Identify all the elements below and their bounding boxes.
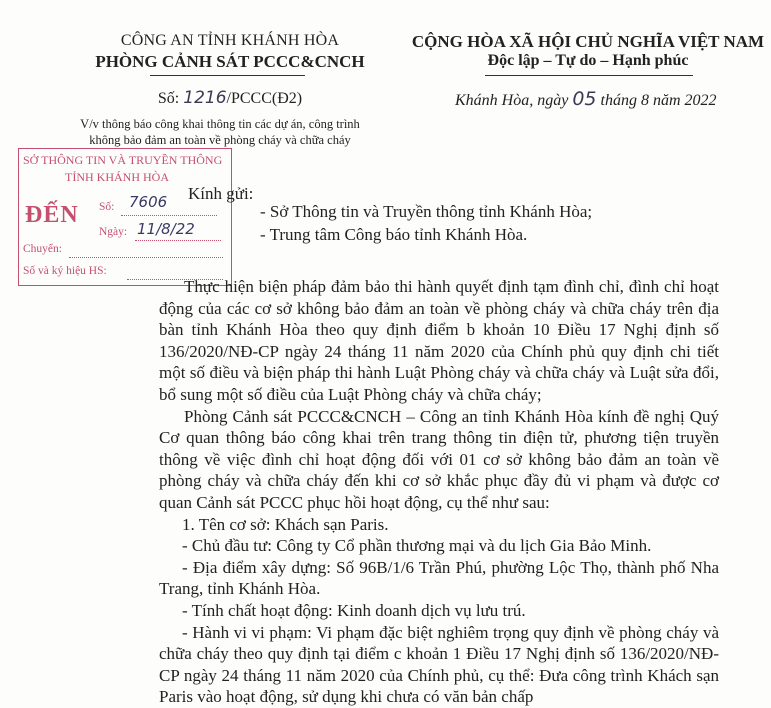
national-motto: Độc lập – Tự do – Hạnh phúc	[487, 52, 689, 69]
facility-investor: - Chủ đầu tư: Công ty Cổ phần thương mại và du lịch Gia Bảo Minh.	[182, 536, 652, 556]
issuing-authority: CÔNG AN TỈNH KHÁNH HÒA	[120, 32, 340, 49]
received-stamp	[18, 148, 232, 286]
header-divider-right	[485, 75, 693, 76]
stamp-so-line	[121, 215, 217, 216]
document-number	[120, 88, 340, 108]
date-suffix: tháng 8 năm 2022	[596, 92, 717, 109]
subject-line-1: V/v thông báo công khai thông tin các dự án, công trình	[80, 117, 360, 131]
stamp-agency: SỞ THÔNG TIN VÀ TRUYỀN THÔNG	[23, 153, 223, 167]
body-paragraph: Thực hiện biện pháp đảm bảo thi hành quyết định tạm đình chỉ, đình chỉ hoạt động của các cơ sở không bảo đảm an toàn về phòng cháy và chữa cháy trên địa bàn tỉnh Khánh Hòa theo quy định điểm b khoản 10 Điều 17 Nghị định số 136/2020/NĐ-CP ngày 24 tháng 11 năm 2020 của Chính phủ quy định chi tiết một số điều và biện pháp thi hành Luật Phòng cháy và chữa cháy và Luật sửa đổi, bổ sung một số điều của Luật Phòng cháy và chữa cháy;	[159, 277, 719, 404]
facility-location: - Địa điểm xây dựng: Số 96B/1/6 Trần Phú, phường Lộc Thọ, thành phố Nha Trang, tỉnh Khánh Hòa.	[159, 557, 719, 599]
national-title: CỘNG HÒA XÃ HỘI CHỦ NGHĨA VIỆT NAM	[411, 32, 765, 51]
body-paragraph: Phòng Cảnh sát PCCC&CNCH – Công an tỉnh Khánh Hòa kính đề nghị Quý Cơ quan thông báo công khai trên trang thông tin điện tử, phương tiện truyền thông về việc đình chỉ hoạt động đối với 01 cơ sở không bảo đảm an toàn về phòng cháy và chữa cháy đến khi cơ sở khắc phục đầy đủ vi phạm và được cơ quan Cảnh sát PCCC phục hồi hoạt động, cụ thể như sau:	[159, 406, 719, 512]
stamp-so-value: 7606	[129, 193, 168, 211]
document-subject	[40, 116, 400, 148]
header-divider-left	[150, 75, 305, 76]
document-date	[455, 88, 717, 110]
recipient-item: - Trung tâm Công báo tỉnh Khánh Hòa.	[260, 225, 528, 244]
facility-name: 1. Tên cơ sở: Khách sạn Paris.	[182, 514, 389, 534]
document-number-suffix: /PCCC(Đ2)	[226, 90, 303, 107]
issuing-department: PHÒNG CẢNH SÁT PCCC&CNCH	[95, 52, 365, 71]
date-day-handwritten: 05	[572, 88, 597, 110]
facility-violation: - Hành vi vi phạm: Vi phạm đặc biệt nghiêm trọng quy định về phòng cháy và chữa cháy theo quy định tại điểm c khoản 1 Điều 17 Nghị định số 136/2020/NĐ-CP ngày 24 tháng 11 năm 2020 của Chính phủ, cụ thể: Đưa công trình Khách sạn Paris vào hoạt động, sử dụng khi chưa có văn bản chấp	[159, 622, 719, 707]
document-number-handwritten: 1216	[183, 88, 227, 108]
recipient-item: - Sở Thông tin và Truyền thông tỉnh Khánh Hòa;	[260, 202, 593, 221]
subject-line-2: không bảo đảm an toàn về phòng cháy và chữa cháy	[89, 133, 351, 147]
recipients-label: Kính gửi:	[188, 184, 254, 203]
stamp-chuyen-label: Chuyển:	[23, 243, 62, 255]
date-prefix: Khánh Hòa, ngày	[455, 92, 573, 109]
stamp-chuyen-line	[69, 257, 223, 258]
stamp-so-label: Số:	[99, 201, 115, 213]
facility-activity: - Tính chất hoạt động: Kinh doanh dịch vụ lưu trú.	[182, 600, 526, 620]
document-number-prefix: Số:	[157, 90, 184, 107]
stamp-province: TỈNH KHÁNH HÒA	[65, 170, 169, 184]
document-body	[159, 276, 719, 708]
stamp-ngay-value: 11/8/22	[137, 220, 195, 238]
stamp-ngay-line	[135, 240, 221, 241]
stamp-ngay-label: Ngày:	[99, 226, 128, 238]
stamp-den: ĐẾN	[25, 202, 79, 228]
stamp-kyhieu-label: Số và ký hiệu HS:	[23, 265, 107, 277]
